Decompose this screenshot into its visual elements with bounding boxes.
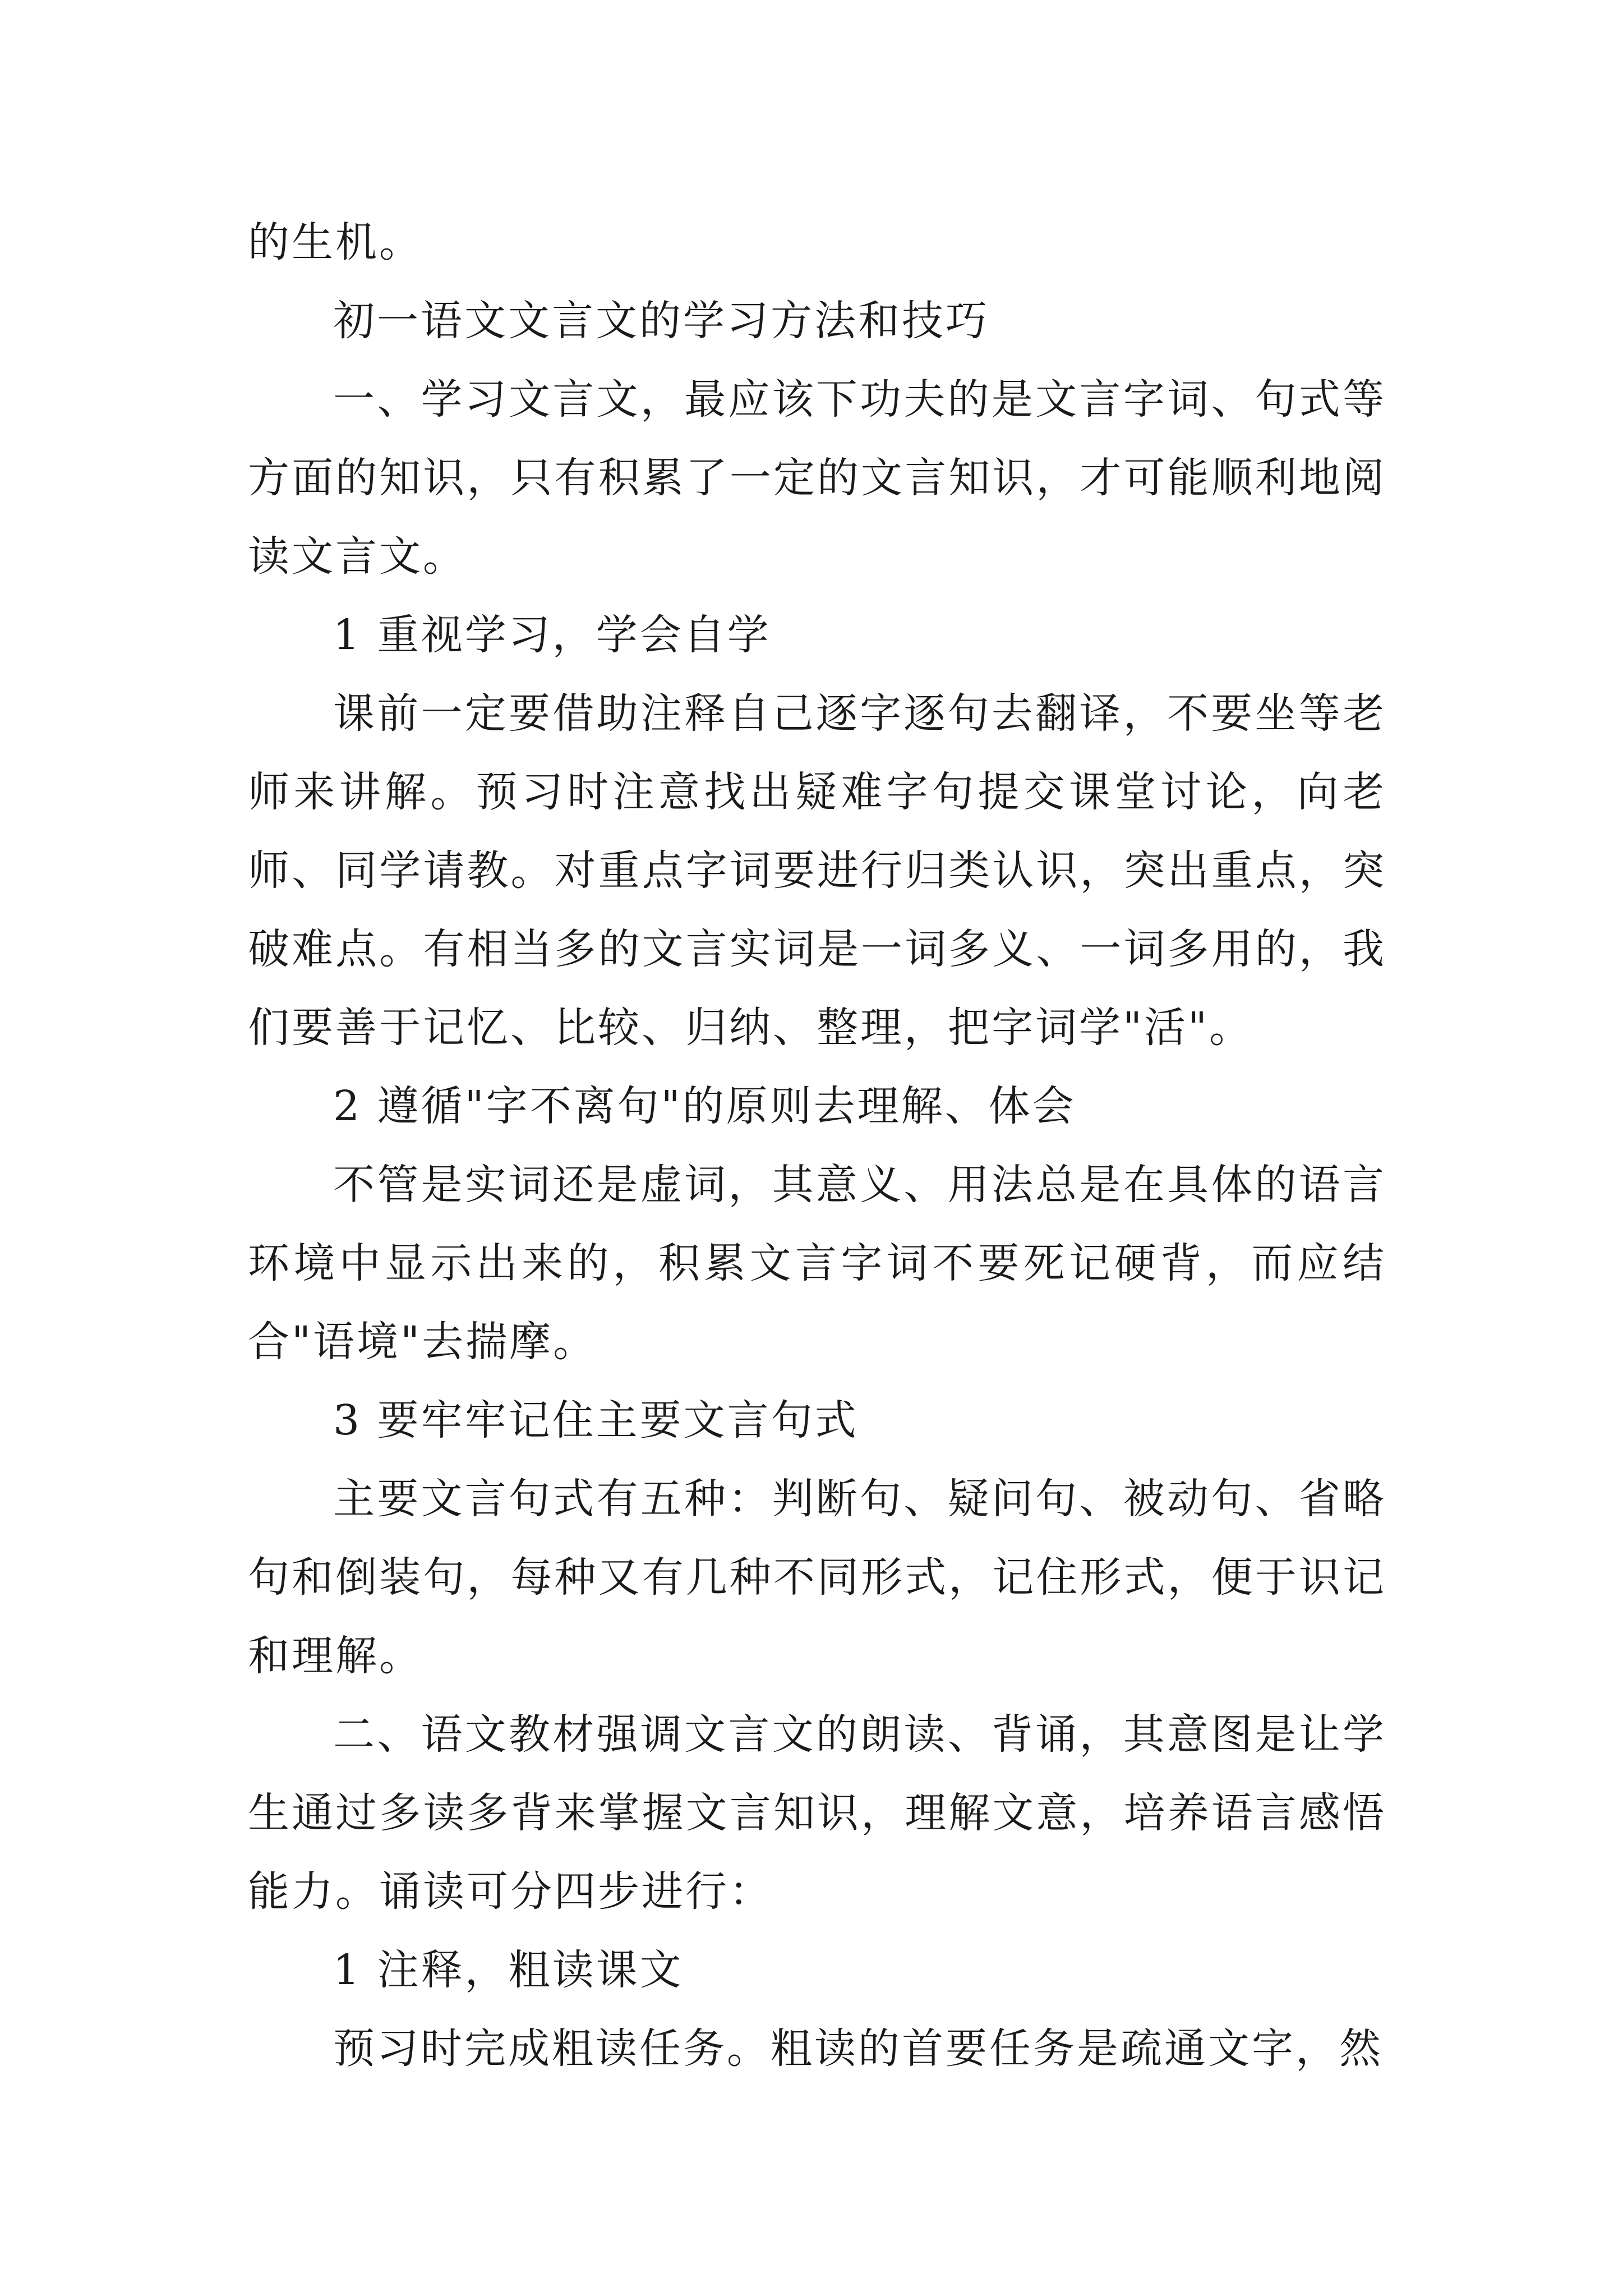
subheading: 1 重视学习，学会自学: [333, 611, 771, 659]
paragraph: 二、语文教材强调文言文的朗读、背诵，其意图是让学生通过多读多背来掌握文言知识，理解文意，培养语言感悟能力。诵读可分四步进行：: [248, 1710, 1386, 1916]
paragraph: 预习时完成粗读任务。粗读的首要任务是疏通文字，然: [333, 2024, 1383, 2073]
subheading: 1 注释，粗读课文: [333, 1946, 684, 1994]
paragraph: 的生机。: [248, 218, 423, 266]
section-heading: 初一语文文言文的学习方法和技巧: [333, 297, 989, 345]
paragraph: 一、学习文言文，最应该下功夫的是文言字词、句式等方面的知识，只有积累了一定的文言知识，才可能顺利地阅读文言文。: [248, 375, 1386, 581]
subheading: 2 遵循"字不离句"的原则去理解、体会: [333, 1082, 1076, 1130]
paragraph: 不管是实词还是虚词，其意义、用法总是在具体的语言环境中显示出来的，积累文言字词不要死记硬背，而应结合"语境"去揣摩。: [248, 1161, 1386, 1366]
paragraph: 主要文言句式有五种：判断句、疑问句、被动句、省略句和倒装句，每种又有几种不同形式，记住形式，便于识记和理解。: [248, 1475, 1386, 1680]
document-body: [248, 203, 1386, 2088]
subheading: 3 要牢牢记住主要文言句式: [333, 1396, 859, 1444]
paragraph: 课前一定要借助注释自己逐字逐句去翻译，不要坐等老师来讲解。预习时注意找出疑难字句提交课堂讨论，向老师、同学请教。对重点字词要进行归类认识，突出重点，突破难点。有相当多的文言实词是一词多义、一词多用的，我们要善于记忆、比较、归纳、整理，把字词学"活"。: [248, 689, 1386, 1052]
